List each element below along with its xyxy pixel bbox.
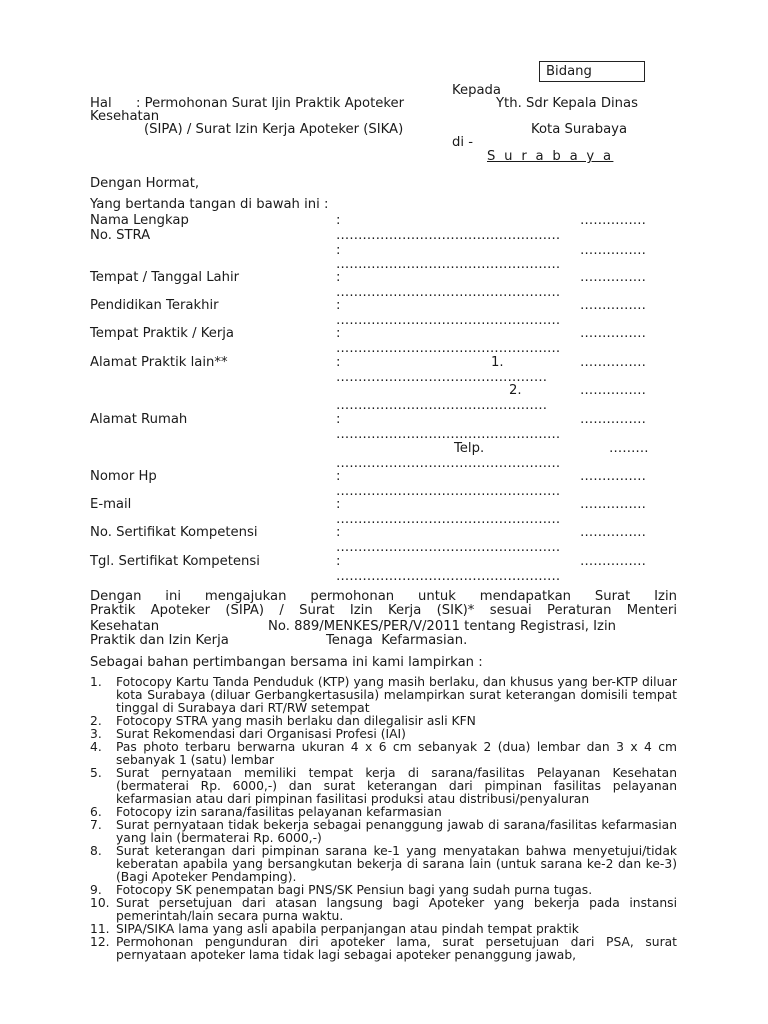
field-dots: …………… — [580, 270, 646, 285]
request-paragraph-line-4a: Praktik dan Izin Kerja — [90, 633, 229, 648]
list-number: 6. — [90, 805, 102, 819]
field-colon: : — [336, 298, 341, 313]
list-number: 4. — [90, 740, 102, 754]
field-dots: …………… — [580, 497, 646, 512]
field-colon: : — [336, 270, 341, 285]
field-dots: …………… — [580, 554, 646, 569]
list-text: Surat Rekomendasi dari Organisasi Profesi (IAI) — [116, 727, 406, 741]
list-text: Fotocopy izin sarana/fasilitas pelayanan kefarmasian — [116, 805, 442, 819]
field-number-1: 1. — [491, 355, 504, 370]
list-text: Fotocopy STRA yang masih berlaku dan dilegalisir asli KFN — [116, 714, 476, 728]
field-dots: …………………………………………… — [336, 569, 561, 584]
list-text: Surat keterangan dari pimpinan sarana ke-1 yang menyatakan bahwa menyetujui/tidak keberatan apabila yang bersangkutan bekerja di sarana lain (untuk sarana ke-2 dan ke-3)(Bagi Apoteker Pendamping). — [116, 844, 677, 884]
field-alamat-lain-label: Alamat Praktik lain** — [90, 355, 228, 370]
list-number: 2. — [90, 714, 102, 728]
greeting: Dengan Hormat, — [90, 176, 200, 191]
field-colon: : — [336, 525, 341, 540]
list-number: 8. — [90, 844, 102, 858]
list-text: SIPA/SIKA lama yang asli apabila perpanjangan atau pindah tempat praktik — [116, 922, 579, 936]
field-colon: : — [336, 243, 341, 258]
telp-label: Telp. — [454, 441, 485, 456]
field-dots: …………………………………………… — [336, 540, 561, 555]
field-colon: : — [336, 326, 341, 341]
field-dots: …………………………………………… — [336, 341, 561, 356]
field-dots: …………… — [580, 243, 646, 258]
surabaya-text: S u r a b a y a — [487, 149, 614, 164]
list-number: 12. — [90, 935, 110, 949]
field-dots: …………… — [580, 383, 646, 398]
field-dots: …………………………………………… — [336, 228, 561, 243]
hal-continuation-2: (SIPA) / Surat Izin Kerja Apoteker (SIKA) — [144, 122, 404, 137]
list-number: 11. — [90, 922, 110, 936]
field-tempat-praktik-label: Tempat Praktik / Kerja — [90, 326, 235, 341]
list-text: Surat pernyataan memiliki tempat kerja di sarana/fasilitas Pelayanan Kesehatan (bermaterai Rp. 6000,-) dan surat keterangan dari pimpinan fasilitas pelayanan kefarmasian atau dari pimpinan fasilitasi produksi atau distribusi/penyaluran — [116, 766, 677, 806]
field-alamat-rumah-label: Alamat Rumah — [90, 412, 188, 427]
field-dots: …………………………………………… — [336, 512, 561, 527]
request-paragraph-line-4b: Tenaga Kefarmasian. — [326, 633, 468, 648]
field-dots: …………… — [580, 412, 646, 427]
field-dots: …………………………………………… — [336, 484, 561, 499]
field-ttl-label: Tempat / Tanggal Lahir — [90, 270, 240, 285]
list-text: Surat persetujuan dari atasan langsung bagi Apoteker yang bekerja pada instansi pemerintah/lain secara purna waktu. — [116, 896, 677, 923]
list-text: Fotocopy SK penempatan bagi PNS/SK Pensiun bagi yang sudah purna tugas. — [116, 883, 593, 897]
list-text: Permohonan pengunduran diri apoteker lama, surat persetujuan dari PSA, surat pernyataan apoteker lama tidak lagi sebagai apoteker penanggung jawab, — [116, 935, 677, 962]
list-number: 3. — [90, 727, 102, 741]
intro-text: Yang bertanda tangan di bawah ini : — [90, 197, 329, 212]
field-nama-label: Nama Lengkap — [90, 213, 189, 228]
field-dots: …………………………………………… — [336, 285, 561, 300]
list-number: 9. — [90, 883, 102, 897]
request-paragraph-line-3b: No. 889/MENKES/PER/V/2011 tentang Registrasi, Izin — [268, 619, 617, 634]
field-dots: …………………………………………… — [336, 313, 561, 328]
field-dots: ……… — [609, 441, 649, 456]
bidang-box — [539, 61, 645, 82]
yth-text: Yth. Sdr Kepala Dinas — [496, 96, 638, 111]
request-paragraph-line-3a: Kesehatan — [90, 619, 160, 634]
field-colon: : — [336, 554, 341, 569]
field-pendidikan-label: Pendidikan Terakhir — [90, 298, 219, 313]
list-text: Surat pernyataan tidak bekerja sebagai penanggung jawab di sarana/fasilitas kefarmasian yang lain (bermaterai Rp. 6000,-) — [116, 818, 677, 845]
di-text: di - — [452, 135, 473, 150]
field-dots: …………………………………………… — [336, 257, 561, 272]
hal-continuation-1: Kesehatan — [90, 109, 160, 124]
field-colon: : — [336, 213, 341, 228]
hal-label: Hal — [90, 96, 112, 111]
list-text: Fotocopy Kartu Tanda Penduduk (KTP) yang masih berlaku, dan khusus yang ber-KTP diluar kota Surabaya (diluar Gerbangkertasusila) melampirkan surat keterangan domisili tempat tinggal di Surabaya dari RT/RW setempat — [116, 675, 677, 715]
field-stra-label: No. STRA — [90, 228, 151, 243]
field-dots: …………… — [580, 469, 646, 484]
list-number: 5. — [90, 766, 102, 780]
field-dots: …………… — [580, 213, 646, 228]
field-dots: …………………………………………… — [336, 456, 561, 471]
list-text: Pas photo terbaru berwarna ukuran 4 x 6 cm sebanyak 2 (dua) lembar dan 3 x 4 cm sebanyak 1 (satu) lembar — [116, 740, 677, 767]
field-no-sertifikat-label: No. Sertifikat Kompetensi — [90, 525, 258, 540]
field-dots: ………………………………………… — [336, 398, 547, 413]
field-colon: : — [336, 412, 341, 427]
list-number: 1. — [90, 675, 102, 689]
field-dots: …………… — [580, 355, 646, 370]
request-paragraph-line-1: Dengan ini mengajukan permohonan untuk mendapatkan Surat Izin — [90, 589, 677, 604]
field-dots: …………… — [580, 525, 646, 540]
field-nomor-hp-label: Nomor Hp — [90, 469, 157, 484]
field-dots: …………………………………………… — [336, 427, 561, 442]
bidang-label: Bidang — [546, 64, 592, 79]
kepada-label: Kepada — [452, 83, 502, 98]
field-colon: : — [336, 469, 341, 484]
field-colon: : — [336, 497, 341, 512]
field-dots: ………………………………………… — [336, 370, 547, 385]
kota-text: Kota Surabaya — [531, 122, 628, 137]
field-email-label: E-mail — [90, 497, 132, 512]
list-number: 7. — [90, 818, 102, 832]
field-tgl-sertifikat-label: Tgl. Sertifikat Kompetensi — [90, 554, 260, 569]
field-dots: …………… — [580, 326, 646, 341]
list-number: 10. — [90, 896, 110, 910]
hal-text: : Permohonan Surat Ijin Praktik Apoteker — [136, 96, 405, 111]
request-paragraph-line-2: Praktik Apoteker (SIPA) / Surat Izin Kerja (SIK)* sesuai Peraturan Menteri — [90, 603, 677, 618]
field-number-2: 2. — [509, 383, 522, 398]
field-dots: …………… — [580, 298, 646, 313]
lampiran-heading: Sebagai bahan pertimbangan bersama ini kami lampirkan : — [90, 655, 483, 670]
field-colon: : — [336, 355, 341, 370]
